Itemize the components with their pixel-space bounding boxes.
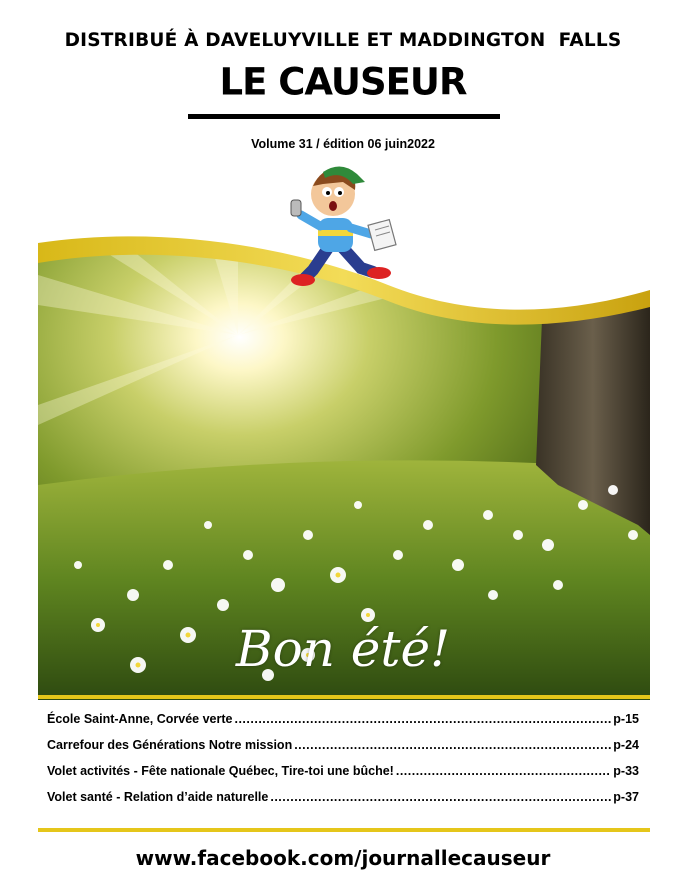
- toc-item-page: p-37: [613, 790, 639, 804]
- toc-item[interactable]: [47, 738, 639, 764]
- toc-bottom-bar: [38, 828, 650, 832]
- toc-item-page: p-33: [613, 764, 639, 778]
- toc-item-title: Carrefour des Générations Notre mission: [47, 738, 293, 752]
- edition-line: Volume 31 / édition 06 juin2022: [251, 137, 435, 151]
- toc-item[interactable]: [47, 764, 639, 790]
- toc-item-page: p-15: [613, 712, 639, 726]
- masthead-rule: [188, 114, 500, 119]
- toc-leader: [234, 712, 611, 726]
- toc-item-title: Volet activités - Fête nationale Québec, Tire-toi une bûche!: [47, 764, 394, 778]
- facebook-link[interactable]: www.facebook.com/journallecauseur: [135, 846, 551, 870]
- toc-leader: [270, 790, 611, 804]
- newspaper-boy-mascot-icon: [283, 160, 408, 290]
- toc-item-title: Volet santé - Relation d’aide naturelle: [47, 790, 269, 804]
- toc-item-page: p-24: [613, 738, 639, 752]
- toc-item[interactable]: [47, 712, 639, 738]
- distribution-line: DISTRIBUÉ À DAVELUYVILLE ET MADDINGTON FALLS: [64, 30, 622, 51]
- toc-item-title: École Saint-Anne, Corvée verte: [47, 712, 233, 726]
- toc-leader: [294, 738, 611, 752]
- toc-leader: [396, 764, 611, 778]
- toc-top-bar: [38, 695, 650, 699]
- toc-item[interactable]: [47, 790, 639, 816]
- masthead-title: LE CAUSEUR: [219, 59, 467, 104]
- cover-greeting: Bon été!: [235, 620, 451, 678]
- table-of-contents: [47, 712, 639, 816]
